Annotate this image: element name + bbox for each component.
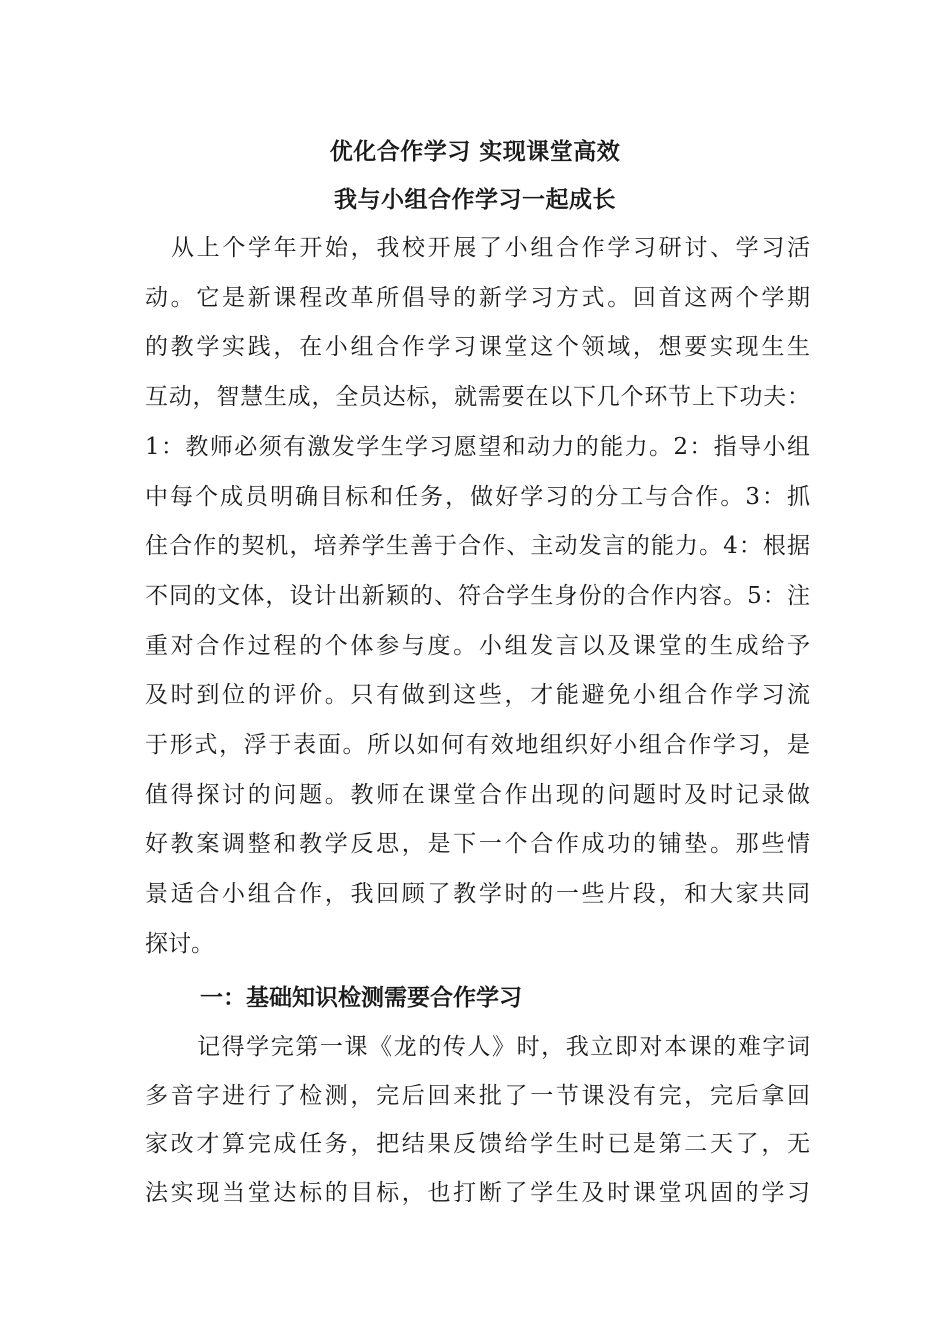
paragraph-line: 的教学实践，在小组合作学习课堂这个领域，想要实现生生: [145, 334, 810, 361]
paragraph-line: 多音字进行了检测，完后回来批了一节课没有完，完后拿回: [145, 1082, 810, 1109]
paragraph-line: 及时到位的评价。只有做到这些，才能避免小组合作学习流: [145, 682, 810, 709]
paragraph-line: 重对合作过程的个体参与度。小组发言以及课堂的生成给予: [145, 632, 810, 659]
document-subtitle: 我与小组合作学习一起成长: [334, 186, 616, 213]
paragraph-line: 不同的文体，设计出新颖的、符合学生身份的合作内容。5：注: [145, 582, 810, 609]
paragraph-line: 于形式，浮于表面。所以如何有效地组织好小组合作学习，是: [145, 732, 810, 758]
paragraph-line: 互动，智慧生成，全员达标，就需要在以下几个环节上下功夫：: [145, 384, 810, 411]
paragraph-line: 1：教师必须有激发学生学习愿望和动力的能力。2：指导小组: [145, 433, 810, 460]
paragraph-line: 从上个学年开始，我校开展了小组合作学习研讨、学习活: [171, 235, 810, 261]
paragraph-line: 动。它是新课程改革所倡导的新学习方式。回首这两个学期: [145, 284, 810, 311]
paragraph-line: 探讨。: [145, 930, 214, 957]
paragraph-line: 家改才算完成任务，把结果反馈给学生时已是第二天了，无: [145, 1131, 810, 1158]
paragraph-line: 景适合小组合作，我回顾了教学时的一些片段，和大家共同: [145, 881, 810, 908]
paragraph-line: 法实现当堂达标的目标，也打断了学生及时课堂巩固的学习: [145, 1180, 810, 1207]
paragraph-line: 记得学完第一课《龙的传人》时，我立即对本课的难字词: [197, 1034, 810, 1060]
document-title: 优化合作学习 实现课堂高效: [329, 138, 621, 165]
paragraph-line: 中每个成员明确目标和任务，做好学习的分工与合作。3：抓: [145, 483, 810, 510]
paragraph-line: 值得探讨的问题。教师在课堂合作出现的问题时及时记录做: [145, 781, 810, 808]
section-1-heading: 一：基础知识检测需要合作学习: [200, 984, 522, 1011]
paragraph-line: 好教案调整和教学反思，是下一个合作成功的铺垫。那些情: [145, 831, 810, 858]
paragraph-line: 住合作的契机，培养学生善于合作、主动发言的能力。4：根据: [145, 533, 810, 560]
